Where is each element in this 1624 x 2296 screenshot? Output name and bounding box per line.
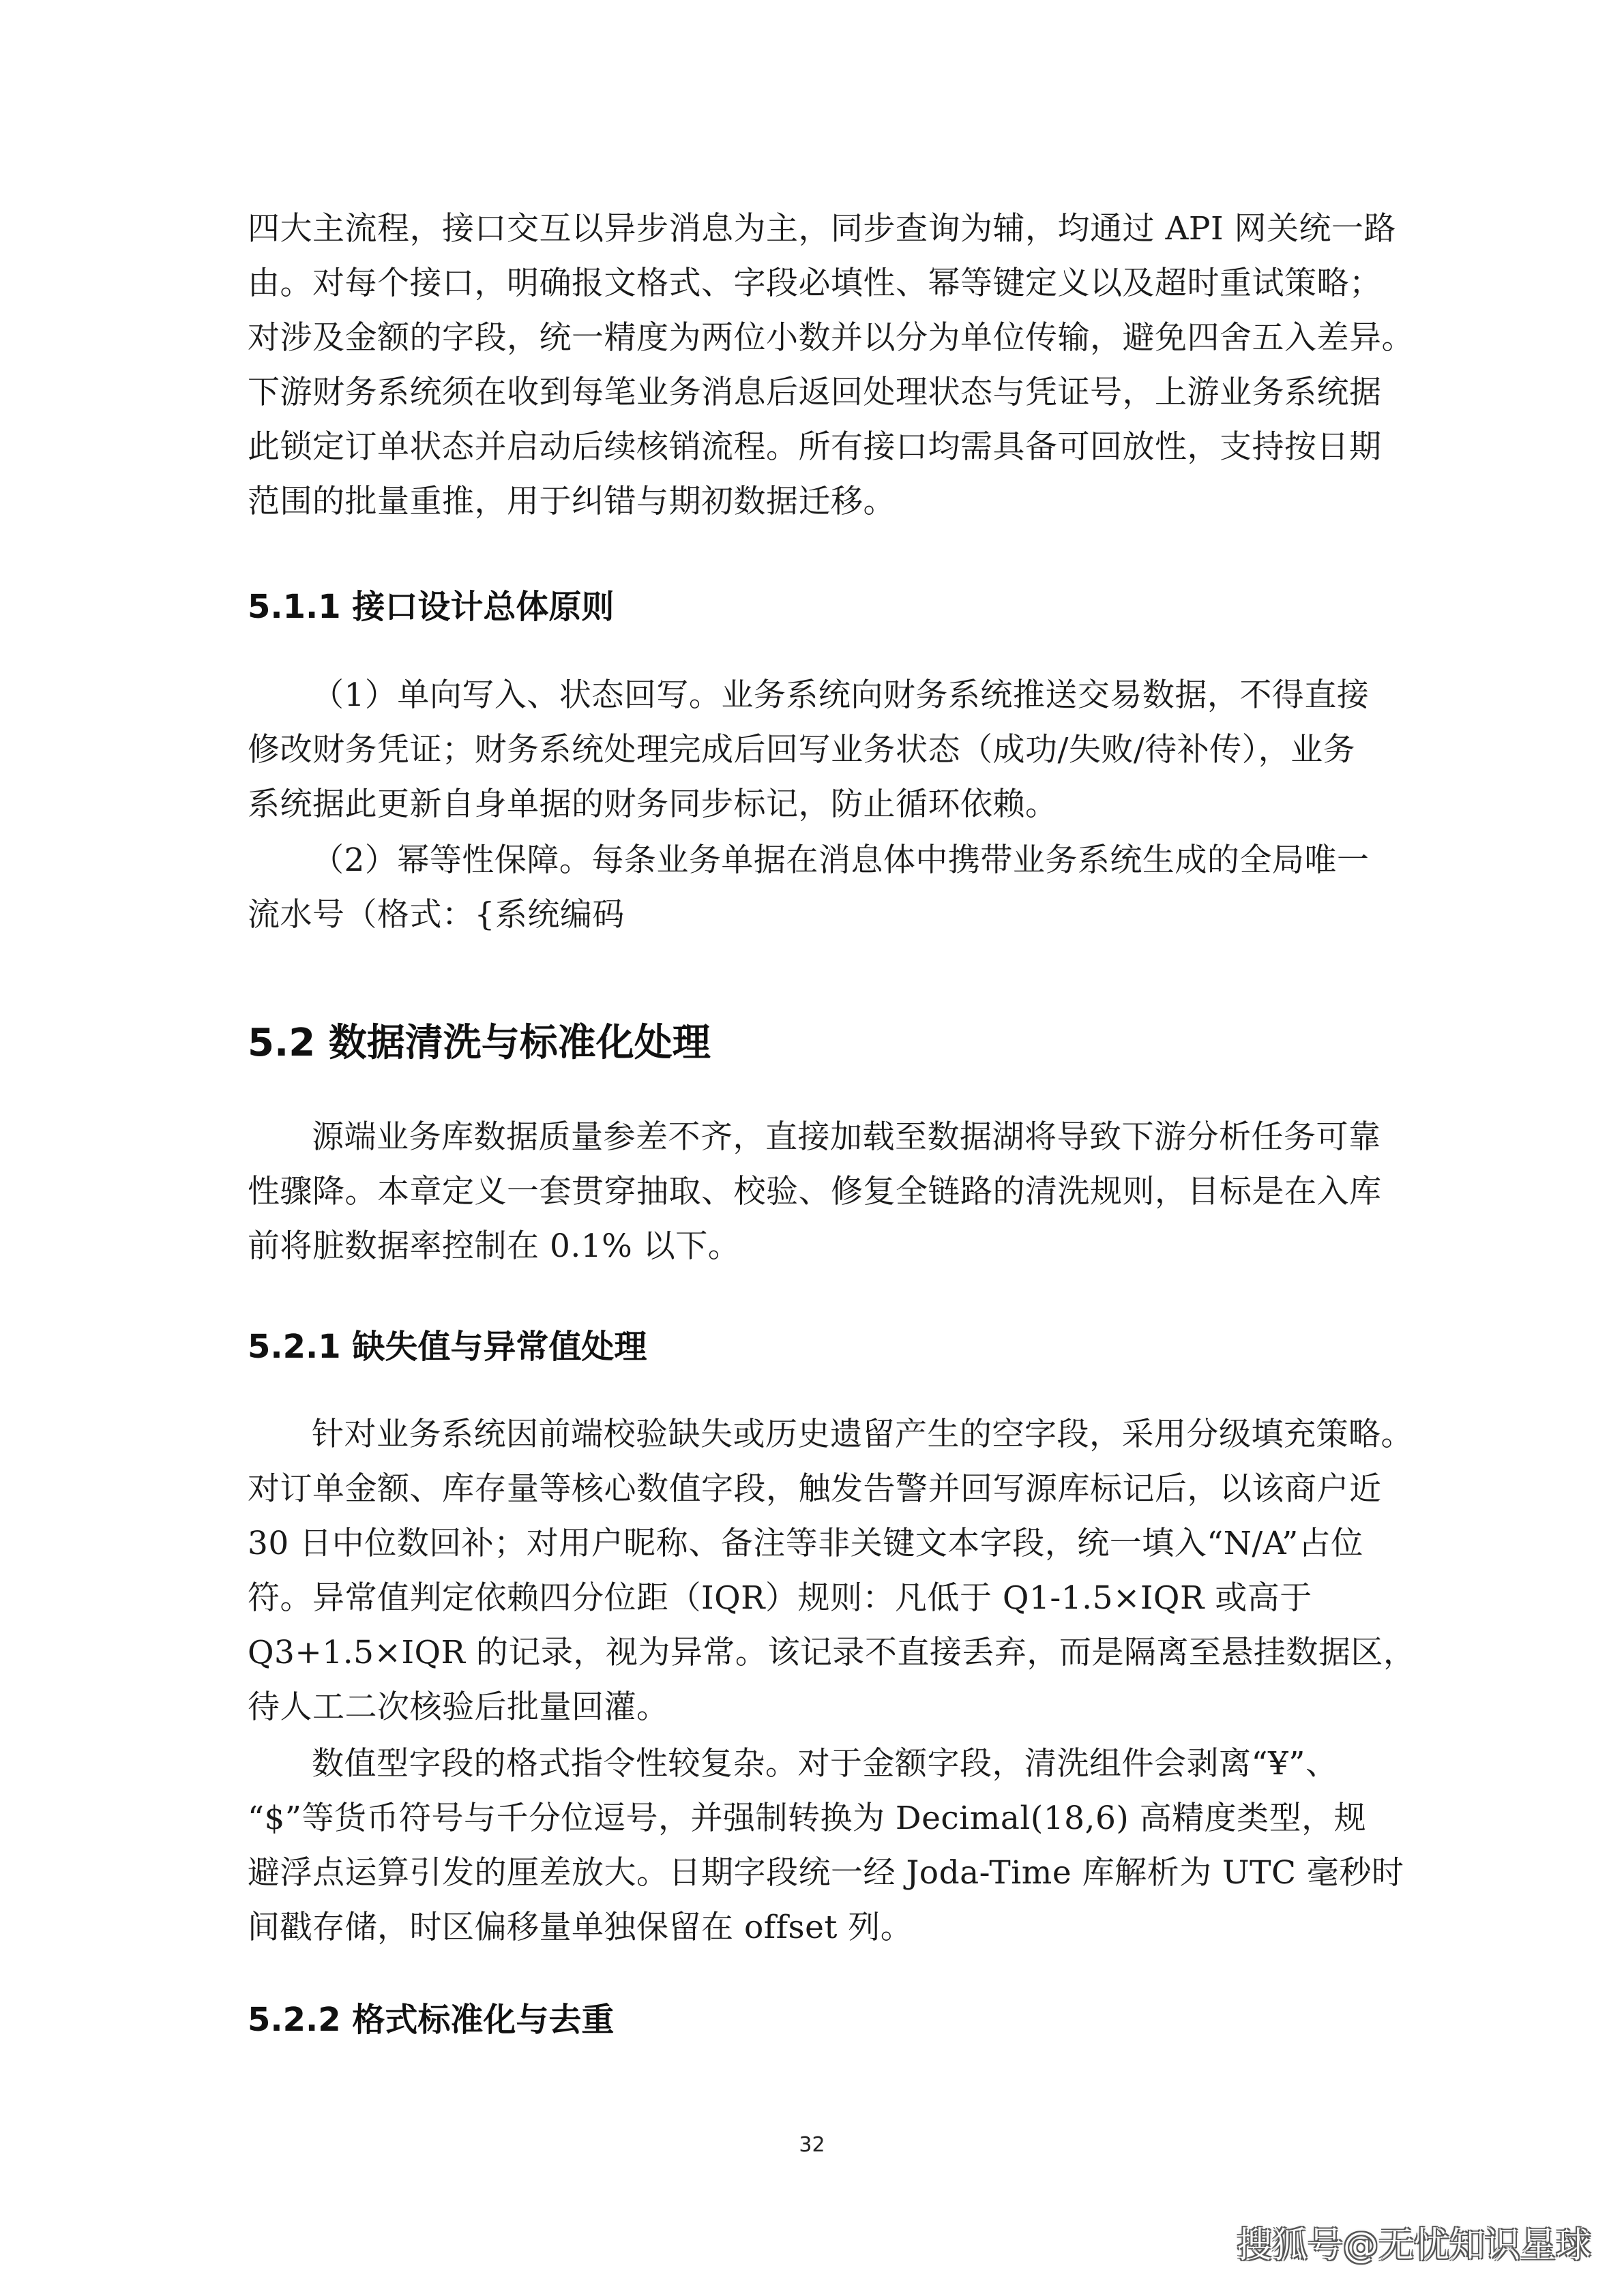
text-line: 前将脏数据率控制在 0.1% 以下。 [248, 1227, 741, 1265]
principle-item-1 [248, 668, 1393, 832]
principle-item-2 [248, 833, 1393, 942]
text-line: 符。异常值判定依赖四分位距（IQR）规则：凡低于 Q1-1.5×IQR 或高于 [248, 1579, 1312, 1617]
page-number: 32 [799, 2133, 825, 2157]
text-line: 下游财务系统须在收到每笔业务消息后返回处理状态与凭证号，上游业务系统据 [248, 374, 1382, 411]
text-line: 系统据此更新自身单据的财务同步标记，防止循环依赖。 [248, 786, 1058, 823]
section-5-2-1-paragraph-2 [248, 1737, 1404, 1955]
section-5-2-1-paragraph-1 [248, 1407, 1416, 1735]
text-line: 对涉及金额的字段，统一精度为两位小数并以分为单位传输，避免四舍五入差异。 [248, 319, 1414, 357]
text-line: （1）单向写入、状态回写。业务系统向财务系统推送交易数据，不得直接 [312, 676, 1370, 714]
section-heading-5-2: 5.2 数据清洗与标准化处理 [248, 1021, 711, 1065]
text-line: 避浮点运算引发的厘差放大。日期字段统一经 Joda-Time 库解析为 UTC 毫秒时 [248, 1854, 1404, 1892]
text-line: 范围的批量重推，用于纠错与期初数据迁移。 [248, 483, 896, 520]
section-5-2-paragraph [248, 1110, 1393, 1274]
text-line: 间戳存储，时区偏移量单独保留在 offset 列。 [248, 1909, 913, 1946]
text-line: 针对业务系统因前端校验缺失或历史遗留产生的空字段，采用分级填充策略。 [312, 1416, 1413, 1453]
text-line: 此锁定订单状态并启动后续核销流程。所有接口均需具备可回放性，支持按日期 [248, 428, 1382, 466]
text-line: 性骤降。本章定义一套贯穿抽取、校验、修复全链路的清洗规则，目标是在入库 [248, 1173, 1382, 1210]
section-heading-5-2-2: 5.2.2 格式标准化与去重 [248, 2001, 615, 2039]
text-line: 源端业务库数据质量参差不齐，直接加载至数据湖将导致下游分析任务可靠 [312, 1118, 1381, 1156]
text-line: 对订单金额、库存量等核心数值字段，触发告警并回写源库标记后，以该商户近 [248, 1470, 1382, 1508]
text-line: 由。对每个接口，明确报文格式、字段必填性、幂等键定义以及超时重试策略； [248, 265, 1382, 302]
text-line: 数值型字段的格式指令性较复杂。对于金额字段，清洗组件会剥离“¥”、 [312, 1745, 1338, 1783]
section-heading-5-2-1: 5.2.1 缺失值与异常值处理 [248, 1328, 647, 1366]
text-line: Q3+1.5×IQR 的记录，视为异常。该记录不直接丢弃，而是隔离至悬挂数据区， [248, 1634, 1416, 1671]
text-line: 30 日中位数回补；对用户昵称、备注等非关键文本字段，统一填入“N/A”占位 [248, 1525, 1363, 1562]
watermark-text: 搜狐号@无忧知识星球 [1236, 2225, 1591, 2266]
section-heading-5-1-1: 5.1.1 接口设计总体原则 [248, 588, 615, 626]
text-line: 流水号（格式：{系统编码 [248, 896, 625, 934]
text-line: 四大主流程，接口交互以异步消息为主，同步查询为辅，均通过 API 网关统一路 [248, 210, 1397, 248]
text-line: “$”等货币符号与千分位逗号，并强制转换为 Decimal(18,6) 高精度类型，规 [248, 1800, 1367, 1837]
text-line: （2）幂等性保障。每条业务单据在消息体中携带业务系统生成的全局唯一 [312, 841, 1370, 879]
text-line: 待人工二次核验后批量回灌。 [248, 1688, 669, 1726]
text-line: 修改财务凭证；财务系统处理完成后回写业务状态（成功/失败/待补传），业务 [248, 731, 1356, 769]
intro-paragraph [248, 202, 1414, 529]
